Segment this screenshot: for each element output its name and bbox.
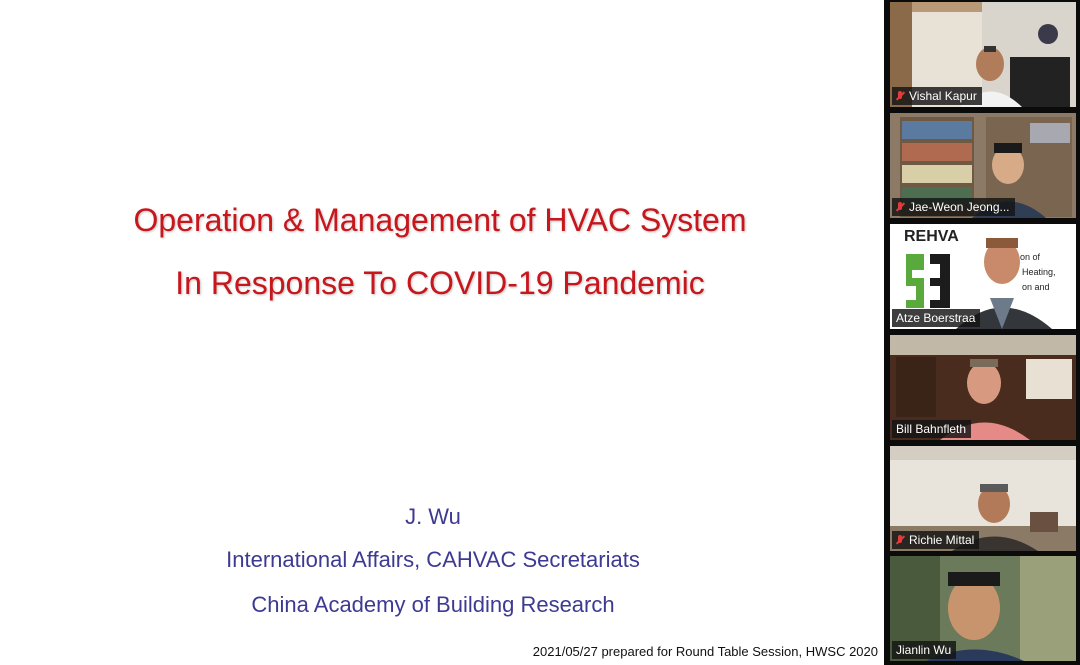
participant-name-tag: Bill Bahnfleth	[892, 420, 971, 438]
participant-name-tag: Vishal Kapur	[892, 87, 982, 105]
rehva-background-text: Heating,	[1022, 267, 1056, 277]
slide-title-line-1: Operation & Management of HVAC System	[133, 202, 747, 238]
participant-tile-jianlin-wu[interactable]	[890, 556, 1076, 661]
participant-name-tag: Richie Mittal	[892, 531, 979, 549]
mic-muted-icon	[896, 202, 904, 213]
rehva-background-text: on of	[1020, 252, 1041, 262]
participant-tile-atze-boerstraa[interactable]	[890, 224, 1076, 329]
slide-affiliation-1: International Affairs, CAHVAC Secretariats	[226, 547, 640, 572]
participant-name-tag: Jae-Weon Jeong...	[892, 198, 1015, 216]
participant-tile-bill-bahnfleth[interactable]	[890, 335, 1076, 440]
rehva-background-text: on and	[1022, 282, 1050, 292]
participant-name-tag: Atze Boerstraa	[892, 309, 980, 327]
participant-video-strip	[884, 0, 1080, 665]
slide-affiliation-2: China Academy of Building Research	[251, 592, 615, 617]
participant-tile-vishal-kapur[interactable]	[890, 2, 1076, 107]
participant-tile-jae-weon-jeong[interactable]	[890, 113, 1076, 218]
mic-muted-icon	[896, 535, 904, 546]
slide-footer: 2021/05/27 prepared for Round Table Session, HWSC 2020	[532, 644, 878, 659]
slide-author: J. Wu	[405, 504, 461, 529]
slide-title-line-2: In Response To COVID-19 Pandemic	[175, 265, 705, 301]
rehva-logo-text: REHVA	[904, 228, 959, 245]
mic-muted-icon	[896, 91, 904, 102]
participant-tile-richie-mittal[interactable]	[890, 446, 1076, 551]
participant-name-tag: Jianlin Wu	[892, 641, 956, 659]
